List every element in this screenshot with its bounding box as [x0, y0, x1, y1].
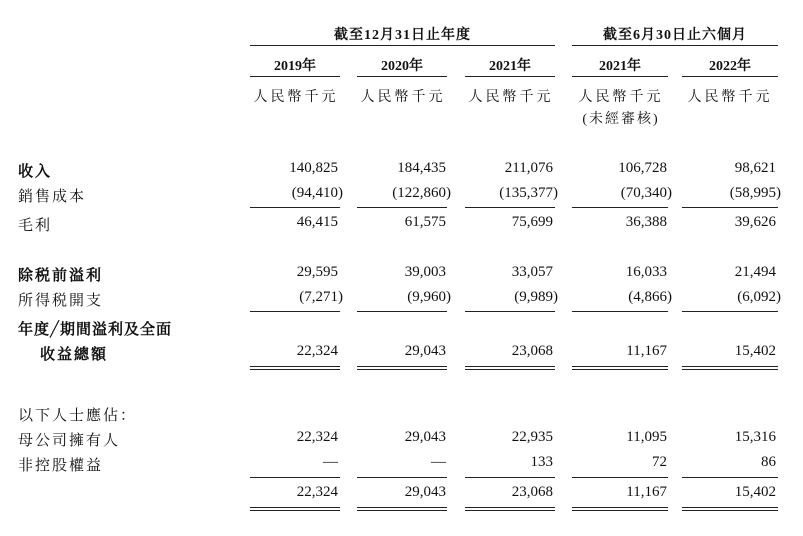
value-tax-h2021: (4,866)	[628, 289, 672, 305]
year-underline-h2021	[572, 76, 668, 77]
unit-label: 人民幣千元	[468, 90, 554, 105]
value-pbt-2020: 39,003	[404, 264, 446, 280]
value-tax-2020: (9,960)	[407, 289, 451, 305]
subtotal-line	[357, 311, 447, 312]
value-total-comp-h2022: 15,402	[734, 343, 776, 359]
value-gross-2021: 75,699	[511, 214, 553, 230]
year-underline-2019	[250, 76, 340, 77]
total-double-line	[250, 366, 340, 370]
value-pbt-h2021: 16,033	[625, 264, 667, 280]
value-tax-2019: (7,271)	[299, 289, 343, 305]
total-double-line	[357, 366, 447, 370]
value-total-h2022: 15,402	[734, 484, 776, 500]
value-total-2020: 29,043	[404, 484, 446, 500]
total-double-line	[357, 507, 447, 511]
row-label-revenue: 收入	[18, 164, 53, 180]
total-double-line	[465, 366, 555, 370]
total-double-line	[250, 507, 340, 511]
value-total-h2021: 11,167	[626, 484, 667, 500]
row-label-owners: 母公司擁有人	[18, 433, 121, 449]
value-revenue-2021: 211,076	[504, 160, 553, 176]
total-double-line	[572, 507, 668, 511]
value-pbt-2021: 33,057	[511, 264, 553, 280]
year-underline-h2022	[682, 76, 778, 77]
subtotal-line	[682, 311, 778, 312]
unit-label: 人民幣千元	[578, 90, 664, 105]
row-label-non-controlling: 非控股權益	[18, 458, 104, 474]
six-months-header: 截至6月30日止六個月	[603, 28, 747, 43]
year-header-h2021: 2021年	[599, 59, 641, 74]
value-total-comp-h2021: 11,167	[626, 343, 667, 359]
value-gross-2019: 46,415	[296, 214, 338, 230]
year-header-2021: 2021年	[489, 59, 531, 74]
value-cost-2020: (122,860)	[392, 185, 451, 201]
subtotal-line	[250, 477, 340, 478]
value-cost-h2022: (58,995)	[729, 185, 781, 201]
year-header-2019: 2019年	[274, 59, 316, 74]
subtotal-line	[572, 207, 668, 208]
unaudited-label: (未經審核)	[582, 112, 660, 127]
value-nci-h2021: 72	[652, 454, 667, 470]
value-revenue-h2021: 106,728	[618, 160, 667, 176]
unit-label: 人民幣千元	[687, 90, 773, 105]
year-underline-2020	[357, 76, 447, 77]
row-label-cost-of-sales: 銷售成本	[18, 189, 87, 205]
attributable-heading: 以下人士應佔：	[18, 408, 138, 424]
year-header-h2022: 2022年	[709, 59, 751, 74]
subtotal-line	[572, 311, 668, 312]
subtotal-line	[465, 477, 555, 478]
value-nci-h2022: 86	[761, 454, 776, 470]
unit-label: 人民幣千元	[253, 90, 339, 105]
value-gross-2020: 61,575	[404, 214, 446, 230]
value-gross-h2022: 39,626	[734, 214, 776, 230]
value-nci-2020: —	[431, 454, 446, 470]
value-revenue-2019: 140,825	[289, 160, 338, 176]
subtotal-line	[572, 477, 668, 478]
value-pbt-2019: 29,595	[296, 264, 338, 280]
year-header-2020: 2020年	[381, 59, 423, 74]
year-ended-header: 截至12月31日止年度	[334, 28, 471, 43]
total-double-line	[682, 366, 778, 370]
six-months-underline	[572, 45, 778, 46]
row-label-total-comprehensive-line2: 收益總額	[40, 347, 109, 363]
value-cost-h2021: (70,340)	[620, 185, 672, 201]
row-label-total-comprehensive-line1: 年度╱期間溢利及全面	[18, 322, 173, 338]
row-label-gross-profit: 毛利	[18, 218, 53, 234]
subtotal-line	[357, 477, 447, 478]
value-pbt-h2022: 21,494	[734, 264, 776, 280]
value-owners-h2022: 15,316	[734, 429, 776, 445]
subtotal-line	[465, 311, 555, 312]
value-total-comp-2021: 23,068	[511, 343, 553, 359]
value-owners-h2021: 11,095	[626, 429, 667, 445]
value-nci-2019: —	[323, 454, 338, 470]
value-cost-2019: (94,410)	[291, 185, 343, 201]
value-tax-2021: (9,989)	[514, 289, 558, 305]
value-revenue-2020: 184,435	[397, 160, 446, 176]
total-double-line	[682, 507, 778, 511]
value-total-2019: 22,324	[296, 484, 338, 500]
row-label-profit-before-tax: 除税前溢利	[18, 268, 104, 284]
total-double-line	[572, 366, 668, 370]
value-owners-2019: 22,324	[296, 429, 338, 445]
value-total-comp-2019: 22,324	[296, 343, 338, 359]
value-owners-2021: 22,935	[511, 429, 553, 445]
subtotal-line	[465, 207, 555, 208]
year-ended-underline	[250, 45, 555, 46]
subtotal-line	[357, 207, 447, 208]
value-tax-h2022: (6,092)	[737, 289, 781, 305]
year-underline-2021	[465, 76, 555, 77]
value-cost-2021: (135,377)	[499, 185, 558, 201]
value-nci-2021: 133	[530, 454, 553, 470]
value-owners-2020: 29,043	[404, 429, 446, 445]
unit-label: 人民幣千元	[360, 90, 446, 105]
row-label-income-tax: 所得税開支	[18, 293, 104, 309]
value-total-comp-2020: 29,043	[404, 343, 446, 359]
total-double-line	[465, 507, 555, 511]
subtotal-line	[682, 207, 778, 208]
value-revenue-h2022: 98,621	[734, 160, 776, 176]
subtotal-line	[250, 207, 340, 208]
subtotal-line	[250, 311, 340, 312]
value-total-2021: 23,068	[511, 484, 553, 500]
subtotal-line	[682, 477, 778, 478]
value-gross-h2021: 36,388	[625, 214, 667, 230]
